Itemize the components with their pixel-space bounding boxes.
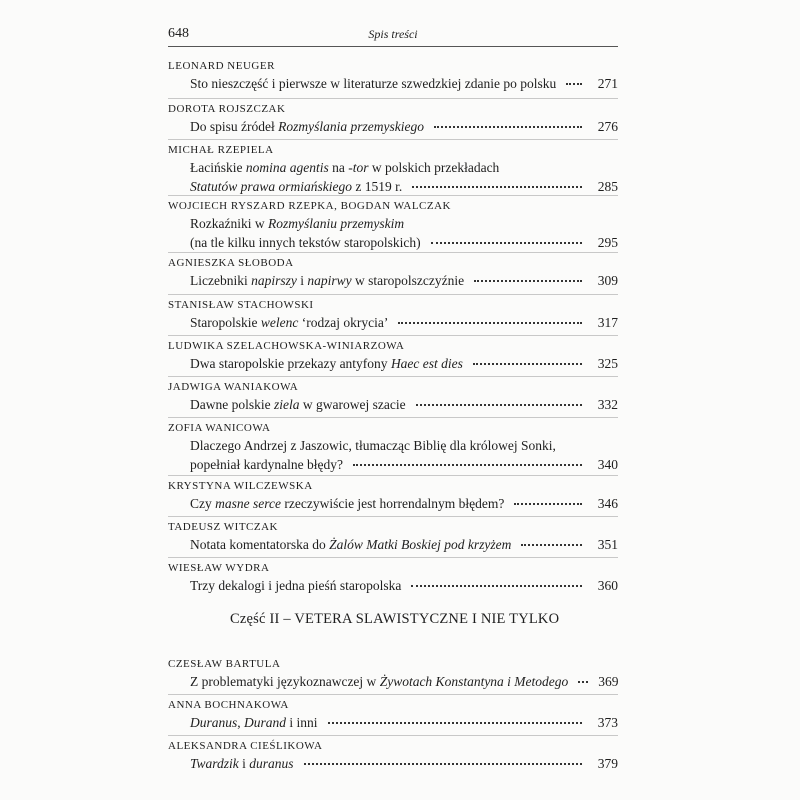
entry-author: AGNIESZKA SŁOBODA <box>168 257 294 269</box>
entry-author: ANNA BOCHNAKOWA <box>168 699 289 711</box>
entry-title: Statutów prawa ormiańskiego z 1519 r. <box>190 179 403 194</box>
entry-page: 346 <box>597 496 618 511</box>
dot-leader <box>473 359 582 365</box>
divider <box>168 335 618 336</box>
entry-title-line: Rozkaźniki w Rozmyślaniu przemyskim <box>190 216 405 231</box>
entry-title-line <box>190 576 618 595</box>
divider <box>168 252 618 253</box>
divider <box>168 376 618 377</box>
toc-entry[interactable] <box>168 379 618 414</box>
dot-leader <box>474 276 582 282</box>
entry-page: 271 <box>597 76 618 91</box>
entry-author: WIESŁAW WYDRA <box>168 562 270 574</box>
entry-page: 351 <box>597 537 618 552</box>
entry-author: ZOFIA WANICOWA <box>168 422 271 434</box>
divider <box>168 557 618 558</box>
dot-leader <box>521 540 582 546</box>
toc-entry[interactable] <box>168 297 618 332</box>
entry-title: (na tle kilku innych tekstów staropolskich) <box>190 235 421 250</box>
entry-title-line <box>190 754 618 773</box>
entry-title: Duranus, Durand i inni <box>190 715 318 730</box>
toc-entry[interactable] <box>168 697 618 732</box>
toc-entry[interactable] <box>168 478 618 513</box>
entry-title-line <box>190 271 618 290</box>
entry-title-line <box>190 354 618 373</box>
dot-leader <box>328 718 582 724</box>
entry-title-line <box>190 117 618 136</box>
part-heading: Część II – VETERA SLAWISTYCZNE I NIE TYLKO <box>230 611 560 627</box>
entry-page: 325 <box>597 356 618 371</box>
divider <box>168 294 618 295</box>
entry-page: 285 <box>597 179 618 194</box>
entry-author: WOJCIECH RYSZARD RZEPKA, BOGDAN WALCZAK <box>168 200 452 212</box>
entry-title: Twardzik i duranus <box>190 756 294 771</box>
entry-title: Dwa staropolskie przekazy antyfony Haec est dies <box>190 356 463 371</box>
entry-author: TADEUSZ WITCZAK <box>168 521 278 533</box>
divider <box>168 475 618 476</box>
toc-entry[interactable] <box>168 101 618 136</box>
entry-title: Do spisu źródeł Rozmyślania przemyskiego <box>190 119 424 134</box>
dot-leader <box>431 238 582 244</box>
divider <box>168 516 618 517</box>
entry-title-line: Łacińskie nomina agentis na -tor w polskich przekładach <box>190 160 500 175</box>
entry-page: 379 <box>597 756 618 771</box>
divider <box>168 735 618 736</box>
entry-page: 373 <box>597 715 618 730</box>
dot-leader <box>578 677 588 683</box>
entry-page: 295 <box>597 235 618 250</box>
entry-title: Sto nieszczęść i pierwsze w literaturze szwedzkiej zdanie po polsku <box>190 76 557 91</box>
entry-title: Notata komentatorska do Żalów Matki Boskiej pod krzyżem <box>190 537 512 552</box>
entry-page: 309 <box>597 273 618 288</box>
toc-entry[interactable] <box>168 560 618 595</box>
entry-title-line <box>190 713 618 732</box>
toc-entry[interactable] <box>168 656 618 691</box>
entry-title-line <box>190 494 618 513</box>
entry-page: 340 <box>597 457 618 472</box>
entry-author: ALEKSANDRA CIEŚLIKOWA <box>168 740 323 752</box>
entry-page: 317 <box>597 315 618 330</box>
entry-page: 276 <box>597 119 618 134</box>
dot-leader <box>514 499 582 505</box>
entry-page: 369 <box>598 674 619 689</box>
entry-title-line <box>190 395 618 414</box>
toc-entry[interactable] <box>168 198 618 252</box>
entry-title-line <box>190 672 618 691</box>
entry-author: STANISŁAW STACHOWSKI <box>168 299 314 311</box>
entry-title: popełniał kardynalne błędy? <box>190 457 343 472</box>
entry-title: Z problematyki językoznawczej w Żywotach Konstantyna i Metodego <box>190 674 569 689</box>
entry-title-line: Dlaczego Andrzej z Jaszowic, tłumacząc Biblię dla królowej Sonki, <box>190 438 556 453</box>
dot-leader <box>412 182 582 188</box>
entry-author: DOROTA ROJSZCZAK <box>168 103 286 115</box>
entry-title-line <box>190 313 618 332</box>
dot-leader <box>434 122 582 128</box>
divider <box>168 139 618 140</box>
toc-entry[interactable] <box>168 738 618 773</box>
divider <box>168 694 618 695</box>
dot-leader <box>353 460 582 466</box>
entry-page: 332 <box>597 397 618 412</box>
dot-leader <box>416 400 582 406</box>
divider <box>168 417 618 418</box>
dot-leader <box>304 759 582 765</box>
entry-author: JADWIGA WANIAKOWA <box>168 381 299 393</box>
entry-title-line <box>190 455 618 474</box>
toc-entry[interactable] <box>168 338 618 373</box>
running-title: Spis treści <box>368 27 418 41</box>
entry-page: 360 <box>597 578 618 593</box>
entry-title-line <box>190 74 618 93</box>
dot-leader <box>398 318 582 324</box>
divider <box>168 98 618 99</box>
dot-leader <box>411 581 582 587</box>
entry-author: LEONARD NEUGER <box>168 60 275 72</box>
entry-title: Trzy dekalogi i jedna pieśń staropolska <box>190 578 402 593</box>
toc-entry[interactable] <box>168 58 618 93</box>
entry-author: MICHAŁ RZEPIELA <box>168 144 274 156</box>
entry-title-line <box>190 535 618 554</box>
toc-entry[interactable] <box>168 519 618 554</box>
entry-author: LUDWIKA SZELACHOWSKA-WINIARZOWA <box>168 340 405 352</box>
entry-title: Staropolskie welenc ‘rodzaj okrycia’ <box>190 315 389 330</box>
entry-title-line <box>190 177 618 196</box>
entry-title: Liczebniki napirszy i napirwy w staropolszczyźnie <box>190 273 465 288</box>
entry-title: Dawne polskie ziela w gwarowej szacie <box>190 397 406 412</box>
toc-entry[interactable] <box>168 142 618 196</box>
toc-entry[interactable] <box>168 255 618 290</box>
divider <box>168 195 618 196</box>
page-number: 648 <box>168 26 189 41</box>
entry-title: Czy masne serce rzeczywiście jest horrendalnym błędem? <box>190 496 505 511</box>
dot-leader <box>566 79 582 85</box>
entry-title-line <box>190 233 618 252</box>
entry-author: CZESŁAW BARTULA <box>168 658 281 670</box>
entry-author: KRYSTYNA WILCZEWSKA <box>168 480 313 492</box>
toc-entry[interactable] <box>168 420 618 474</box>
